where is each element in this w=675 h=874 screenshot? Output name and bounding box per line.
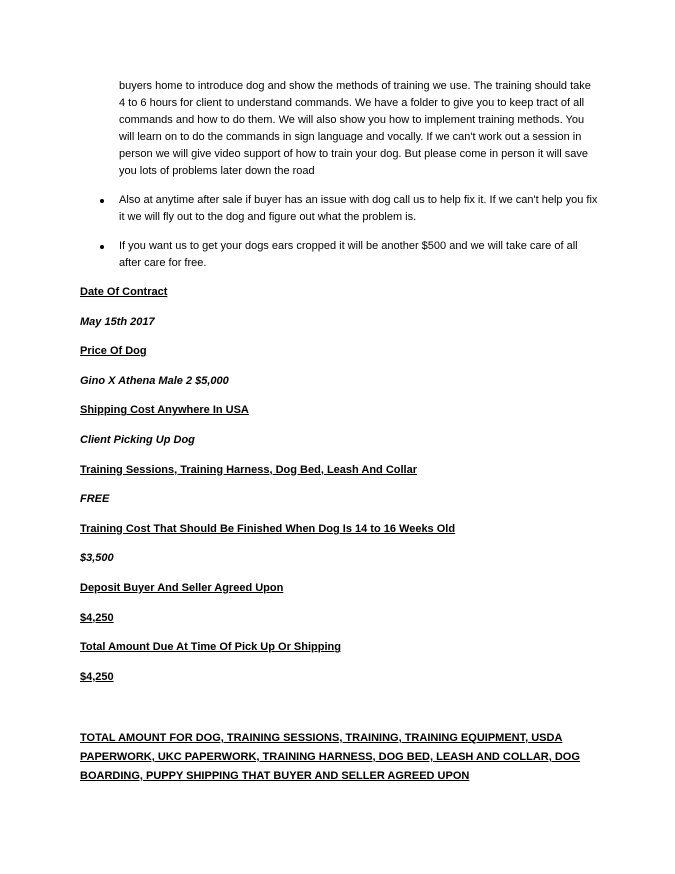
price-of-dog-value: Gino X Athena Male 2 $5,000 — [80, 374, 229, 387]
deposit-label: Deposit Buyer And Seller Agreed Upon — [80, 581, 284, 594]
date-of-contract-label: Date Of Contract — [80, 286, 168, 298]
training-cost-label: Training Cost That Should Be Finished When Dog Is 14 to 16 Weeks Old — [80, 522, 456, 535]
shipping-cost-value: Client Picking Up Dog — [80, 433, 195, 446]
amount-due-value: $4,250 — [80, 670, 114, 683]
bullet-icon — [100, 245, 104, 249]
terms-bullet-list — [100, 192, 600, 284]
bullet-icon — [100, 199, 104, 203]
included-items-label: Training Sessions, Training Harness, Dog Bed, Leash And Collar — [80, 463, 417, 476]
total-amount-note: TOTAL AMOUNT FOR DOG, TRAINING SESSIONS, TRAINING, TRAINING EQUIPMENT, USDA PAPERWORK, UKC PAPERWORK, TRAINING HARNESS, DOG BED, LEASH AND COLLAR, DOG BOARDING, PUPPY SHIPPING THAT BUYER AND SELLER AGREED UPON — [80, 732, 580, 782]
bullet-text-ear-cropping: If you want us to get your dogs ears cropped it will be another $500 and we will take care of all after care for free. — [119, 240, 578, 269]
bullet-text-after-sale-support: Also at anytime after sale if buyer has an issue with dog call us to help fix it. If we can't help you fix it we will fly out to the dog and figure out what the problem is. — [119, 194, 598, 223]
amount-due-label: Total Amount Due At Time Of Pick Up Or Shipping — [80, 641, 341, 654]
list-item — [100, 192, 600, 226]
training-continuation-paragraph: buyers home to introduce dog and show the methods of training we use. The training should take 4 to 6 hours for client to understand commands. We have a folder to give you to keep tract of all commands and how to do them. We will also show you how to implement training methods. You will learn on to do the commands in sign language and vocally. If we can't work out a session in person we will give video support of how to train your dog. But please come in person it will save you lots of problems later down the road — [119, 80, 591, 177]
deposit-value: $4,250 — [80, 611, 114, 624]
list-item — [100, 238, 600, 272]
price-of-dog-label: Price Of Dog — [80, 345, 147, 358]
contract-fields — [80, 284, 600, 698]
shipping-cost-label: Shipping Cost Anywhere In USA — [80, 404, 249, 417]
date-of-contract-value: May 15th 2017 — [80, 315, 155, 328]
training-cost-value: $3,500 — [80, 552, 114, 565]
included-items-value: FREE — [80, 493, 110, 506]
